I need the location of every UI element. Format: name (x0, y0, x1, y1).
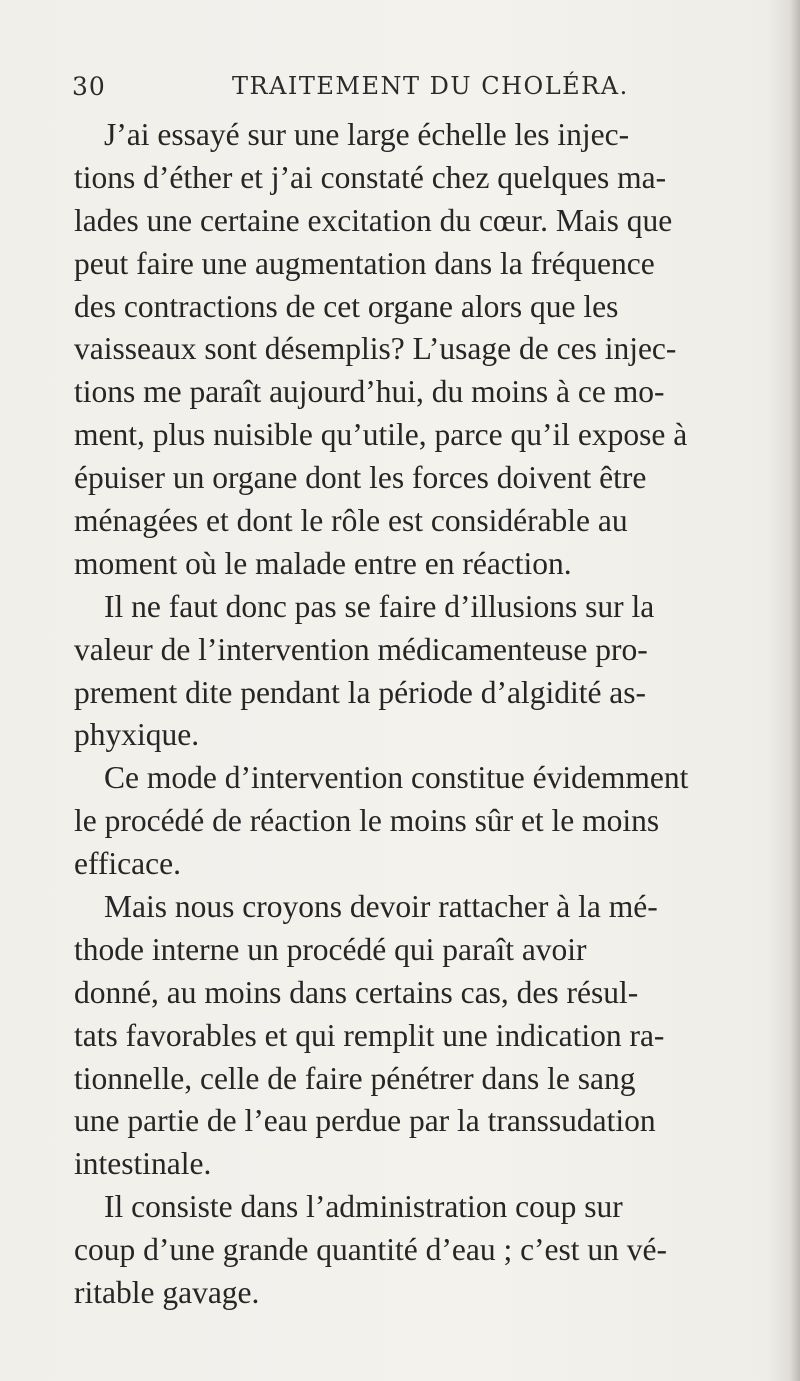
running-title: TRAITEMENT DU CHOLÉRA. (232, 72, 629, 100)
text-line: Mais nous croyons devoir rattacher à la mé- (104, 889, 658, 925)
text-line: le procédé de réaction le moins sûr et le moins (74, 803, 660, 839)
text-line: des contractions de cet organe alors que les (74, 288, 619, 324)
text-line: moment où le malade entre en réaction. (74, 545, 572, 581)
text-line: ment, plus nuisible qu’utile, parce qu’il expose à (74, 417, 688, 453)
text-line: tats favorables et qui remplit une indication ra- (74, 1017, 665, 1053)
body-text (74, 114, 774, 1315)
text-line: phyxique. (74, 717, 200, 753)
text-line: Il consiste dans l’administration coup sur (104, 1189, 623, 1225)
text-line: donné, au moins dans certains cas, des résul- (74, 974, 639, 1010)
page-header (72, 72, 732, 112)
page-edge-shadow (790, 0, 800, 1381)
text-line: ritable gavage. (74, 1275, 260, 1311)
text-line: lades une certaine excitation du cœur. Mais que (74, 202, 673, 238)
text-line: coup d’une grande quantité d’eau ; c’est un vé- (74, 1232, 668, 1268)
text-line: efficace. (74, 846, 181, 882)
text-line: Ce mode d’intervention constitue évidemment (104, 760, 689, 796)
text-line: tions me paraît aujourd’hui, du moins à ce mo- (74, 374, 665, 410)
text-line: thode interne un procédé qui paraît avoir (74, 931, 587, 967)
text-line: intestinale. (74, 1146, 212, 1182)
text-line: une partie de l’eau perdue par la transsudation (74, 1103, 656, 1139)
text-line: épuiser un organe dont les forces doivent être (74, 460, 647, 496)
text-line: vaisseaux sont désemplis? L’usage de ces injec- (74, 331, 677, 367)
text-line: prement dite pendant la période d’algidité as- (74, 674, 647, 710)
text-line: tions d’éther et j’ai constaté chez quelques ma- (74, 159, 667, 195)
text-line: Il ne faut donc pas se faire d’illusions sur la (104, 588, 655, 624)
text-line: J’ai essayé sur une large échelle les injec- (104, 117, 630, 152)
text-line: ménagées et dont le rôle est considérable au (74, 503, 628, 539)
text-line: peut faire une augmentation dans la fréquence (74, 245, 655, 281)
page-number: 30 (72, 72, 106, 101)
text-line: tionnelle, celle de faire pénétrer dans le sang (74, 1060, 636, 1096)
text-line: valeur de l’intervention médicamenteuse pro- (74, 631, 648, 667)
